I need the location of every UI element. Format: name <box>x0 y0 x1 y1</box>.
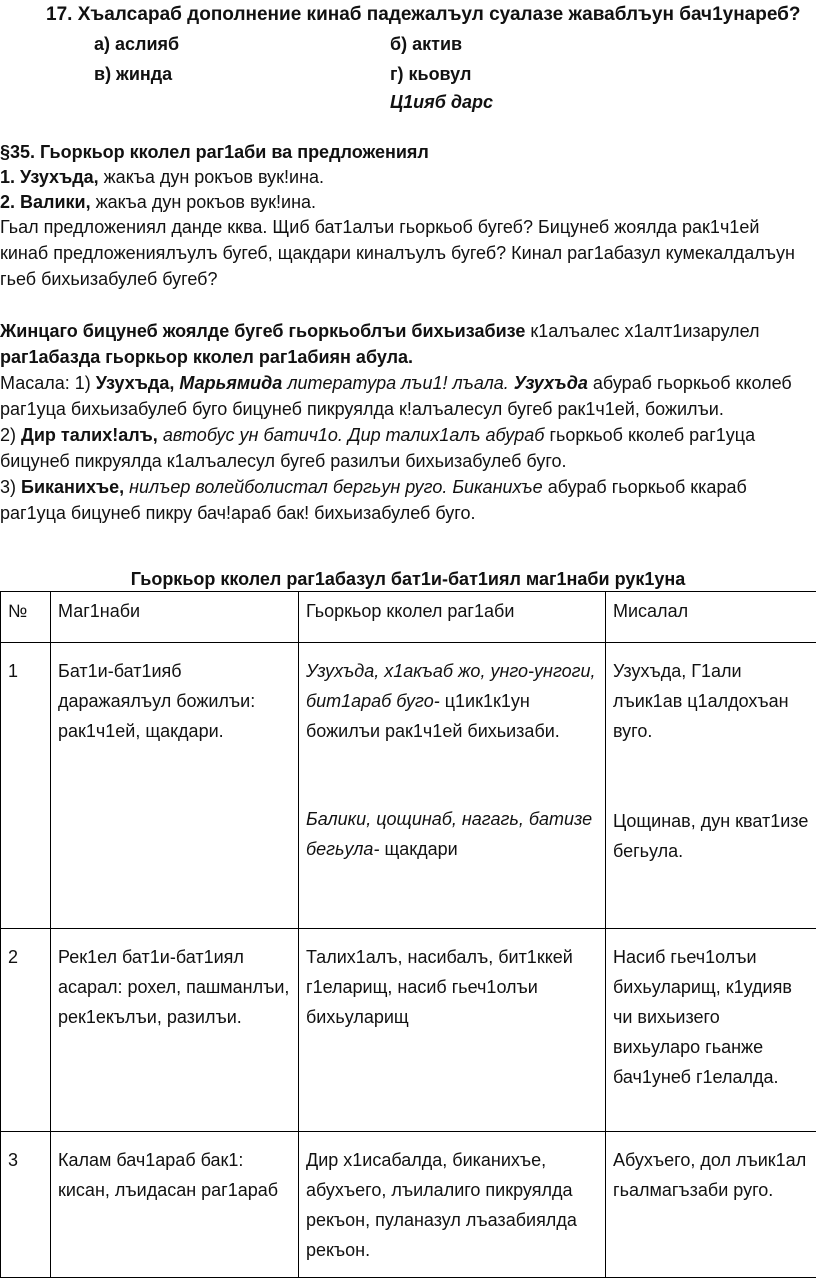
row-number: 1 <box>1 643 51 929</box>
rule-bold: Жинцаго бицунеб жоялде бугеб гьоркьоблъи бихьизабизе <box>0 321 525 341</box>
example-2-rest: жакъа дун рокъов вук!ина. <box>91 192 316 212</box>
words-b-plain: щакдари <box>379 839 457 859</box>
row-words: Дир х1исабалда, биканихъе, абухъего, лъилалиго пикруялда рекъон, пуланазул лъазабиялда рекъон. <box>299 1132 606 1278</box>
m1-word-2: Узухъда <box>509 373 588 393</box>
m2-italic: автобус ун батич1о. Дир талих1алъ абураб <box>158 425 545 445</box>
words-b-italic: Балики, цощинаб, нагагь, батизе бегьула- <box>306 809 592 859</box>
table-row <box>1 1132 816 1278</box>
row-meaning: Бат1и-бат1ияб даражаялъул божилъи: рак1ч1ей, щакдари. <box>51 643 299 929</box>
example-2-number: 2. <box>0 192 15 212</box>
words-group-b <box>306 804 599 864</box>
table-header-row <box>1 592 816 643</box>
m2-number: 2) <box>0 425 21 445</box>
table-caption: Гьоркьор кколел раг1абазул бат1и-бат1иял маг1наби рук1уна <box>0 569 816 590</box>
example-1-word: Узухъда, <box>20 167 99 187</box>
section-heading: §35. Гьоркьор кколел раг1аби ва предложениял <box>0 140 429 164</box>
m1-italic-2: литература лъи1! лъала. <box>282 373 508 393</box>
rule-mid: к1алъалес х1алт1изарулел <box>525 321 759 341</box>
header-examples: Мисалал <box>606 592 816 643</box>
m2-rest: гьоркьоб кколеб раг1уца бицунеб пикруялда к1алъалесул бугеб разилъи бихьизабулеб буго. <box>0 425 755 471</box>
m3-word: Биканихъе, <box>21 477 124 497</box>
example-1-number: 1. <box>0 167 15 187</box>
m3-rest: абураб гьоркьоб ккараб раг1уца бицунеб пикру бач!араб бак! бихьизабулеб буго. <box>0 477 747 523</box>
words-group-a <box>306 656 599 746</box>
rule-end: раг1абазда гьоркьор кколел раг1абиян абула. <box>0 347 413 367</box>
meanings-table <box>0 591 816 1278</box>
example-b: Цощинав, дун кват1изе бегьула. <box>613 806 810 866</box>
lesson-label: Ц1ияб дарс <box>390 92 493 113</box>
words-a-plain: ц1ик1к1ун божилъи рак1ч1ей бихьизаби. <box>306 691 560 741</box>
example-paragraph-3 <box>0 474 812 526</box>
row-number: 3 <box>1 1132 51 1278</box>
option-d: г) кьовул <box>390 64 471 85</box>
question-text <box>46 4 801 26</box>
example-2 <box>0 190 316 214</box>
row-example <box>606 643 816 929</box>
m1-word: Узухъда, <box>96 373 175 393</box>
question-number: 17. <box>46 4 72 25</box>
example-1-rest: жакъа дун рокъов вук!ина. <box>99 167 324 187</box>
header-number: № <box>1 592 51 643</box>
example-paragraph-2 <box>0 422 812 474</box>
option-b: б) актив <box>390 34 462 55</box>
question-body: Хъалсараб дополнение кинаб падежалъул суалазе жаваблъун бач1унареб? <box>78 4 801 25</box>
row-example: Абухъего, дол лъик1ал гьалмагъзаби руго. <box>606 1132 816 1278</box>
header-words: Гьоркьор кколел раг1аби <box>299 592 606 643</box>
m1-rest: абураб гьоркьоб кколеб раг1уца бихьизабулеб буго бицунеб пикруялда к!алъалесул бугеб рак1ч1ей, божилъи. <box>0 373 792 419</box>
example-2-word: Валики, <box>20 192 91 212</box>
words-a-italic: Узухъда, х1акъаб жо, унго-унгоги, бит1араб буго- <box>306 661 596 711</box>
header-meaning: Маг1наби <box>51 592 299 643</box>
table-row <box>1 643 816 929</box>
example-1 <box>0 165 324 189</box>
example-paragraph-1 <box>0 370 812 422</box>
rule-paragraph <box>0 318 812 370</box>
table-row <box>1 929 816 1132</box>
row-meaning: Рек1ел бат1и-бат1иял асарал: рохел, пашманлъи, рек1екълъи, разилъи. <box>51 929 299 1132</box>
masala-label: Масала: 1) <box>0 373 96 393</box>
row-meaning: Калам бач1араб бак1: кисан, лъидасан раг1араб <box>51 1132 299 1278</box>
m2-word: Дир талих!алъ, <box>21 425 158 445</box>
row-example: Насиб гьеч1олъи бихьуларищ, к1удияв чи вихьизего вихьуларо гьанже бач1унеб г1елалда. <box>606 929 816 1132</box>
intro-paragraph: Гьал предложениял данде кква. Щиб бат1алъи гьоркьоб бугеб? Бицунеб жоялда рак1ч1ей кинаб предложениялъулъ бугеб, щакдари киналъулъ бугеб? Кинал раг1абазул кумекалдалъун гьеб бихьизабулеб бугеб? <box>0 214 812 292</box>
row-words: Талих1алъ, насибалъ, бит1ккей г1еларищ, насиб гьеч1олъи бихьуларищ <box>299 929 606 1132</box>
option-a: а) аслияб <box>94 34 179 55</box>
m1-italic-1: Марьямида <box>174 373 282 393</box>
example-a: Узухъда, Г1али лъик1ав ц1алдохъан вуго. <box>613 656 810 746</box>
m3-italic: нилъер волейболистал бергьун руго. Биканихъе <box>124 477 543 497</box>
option-c: в) жинда <box>94 64 172 85</box>
section-body <box>0 214 812 526</box>
row-number: 2 <box>1 929 51 1132</box>
m3-number: 3) <box>0 477 21 497</box>
row-words <box>299 643 606 929</box>
